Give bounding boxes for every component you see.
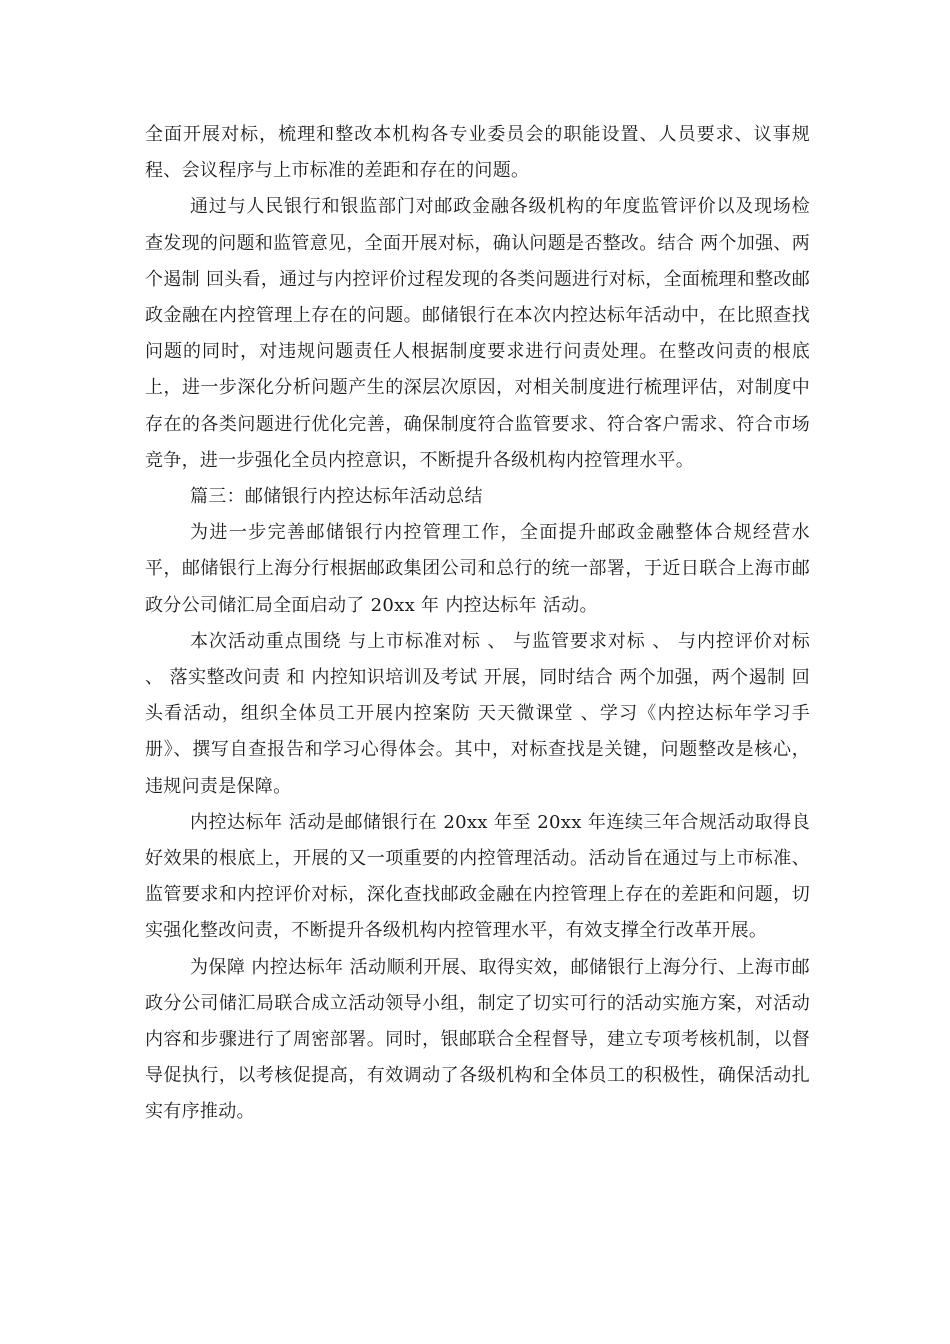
section-heading: 篇三：邮储银行内控达标年活动总结 — [190, 486, 483, 508]
paragraph-1: 全面开展对标，梳理和整改本机构各专业委员会的职能设置、人员要求、议事规程、会议程序与上市标准的差距和存在的问题。 — [145, 124, 810, 182]
paragraph-2: 通过与人民银行和银监部门对邮政金融各级机构的年度监管评价以及现场检查发现的问题和监管意见，全面开展对标，确认问题是否整改。结合 两个加强、两个遏制 回头看，通过与内控评价过程发现的各类问题进行对标，全面梳理和整改邮政金融在内控管理上存在的问题。邮储银行在本次内控达标年活动中，在比照查找问题的同时，对违规问题责任人根据制度要求进行问责处理。在整改问责的根底上，进一步深化分析问题产生的深层次原因，对相关制度进行梳理评估，对制度中存在的各类问题进行优化完善，确保制度符合监管要求、符合客户需求、符合市场竞争，进一步强化全员内控意识，不断提升各级机构内控管理水平。 — [145, 196, 810, 471]
paragraph-3: 为进一步完善邮储银行内控管理工作，全面提升邮政金融整体合规经营水平，邮储银行上海分行根据邮政集团公司和总行的统一部署，于近日联合上海市邮政分公司储汇局全面启动了 20xx 年 内控达标年 活动。 — [145, 522, 810, 616]
document-page — [145, 117, 810, 1131]
paragraph-5: 内控达标年 活动是邮储银行在 20xx 年至 20xx 年连续三年合规活动取得良好效果的根底上，开展的又一项重要的内控管理活动。活动旨在通过与上市标准、监管要求和内控评价对标，深化查找邮政金融在内控管理上存在的差距和问题，切实强化整改问责，不断提升各级机构内控管理水平，有效支撑全行改革开展。 — [145, 811, 810, 942]
paragraph-4: 本次活动重点围绕 与上市标准对标 、 与监管要求对标 、 与内控评价对标 、 落实整改问责 和 内控知识培训及考试 开展，同时结合 两个加强，两个遏制 回头看活动，组织全体员工开展内控案防 天天微课堂 、学习《内控达标年学习手册》、撰写自查报告和学习心得体会。其中，对标查找是关键，问题整改是核心，违规问责是保障。 — [145, 630, 810, 797]
paragraph-6: 为保障 内控达标年 活动顺利开展、取得实效，邮储银行上海分行、上海市邮政分公司储汇局联合成立活动领导小组，制定了切实可行的活动实施方案，对活动内容和步骤进行了周密部署。同时，银邮联合全程督导，建立专项考核机制，以督导促执行，以考核促提高，有效调动了各级机构和全体员工的积极性，确保活动扎实有序推动。 — [145, 956, 810, 1123]
